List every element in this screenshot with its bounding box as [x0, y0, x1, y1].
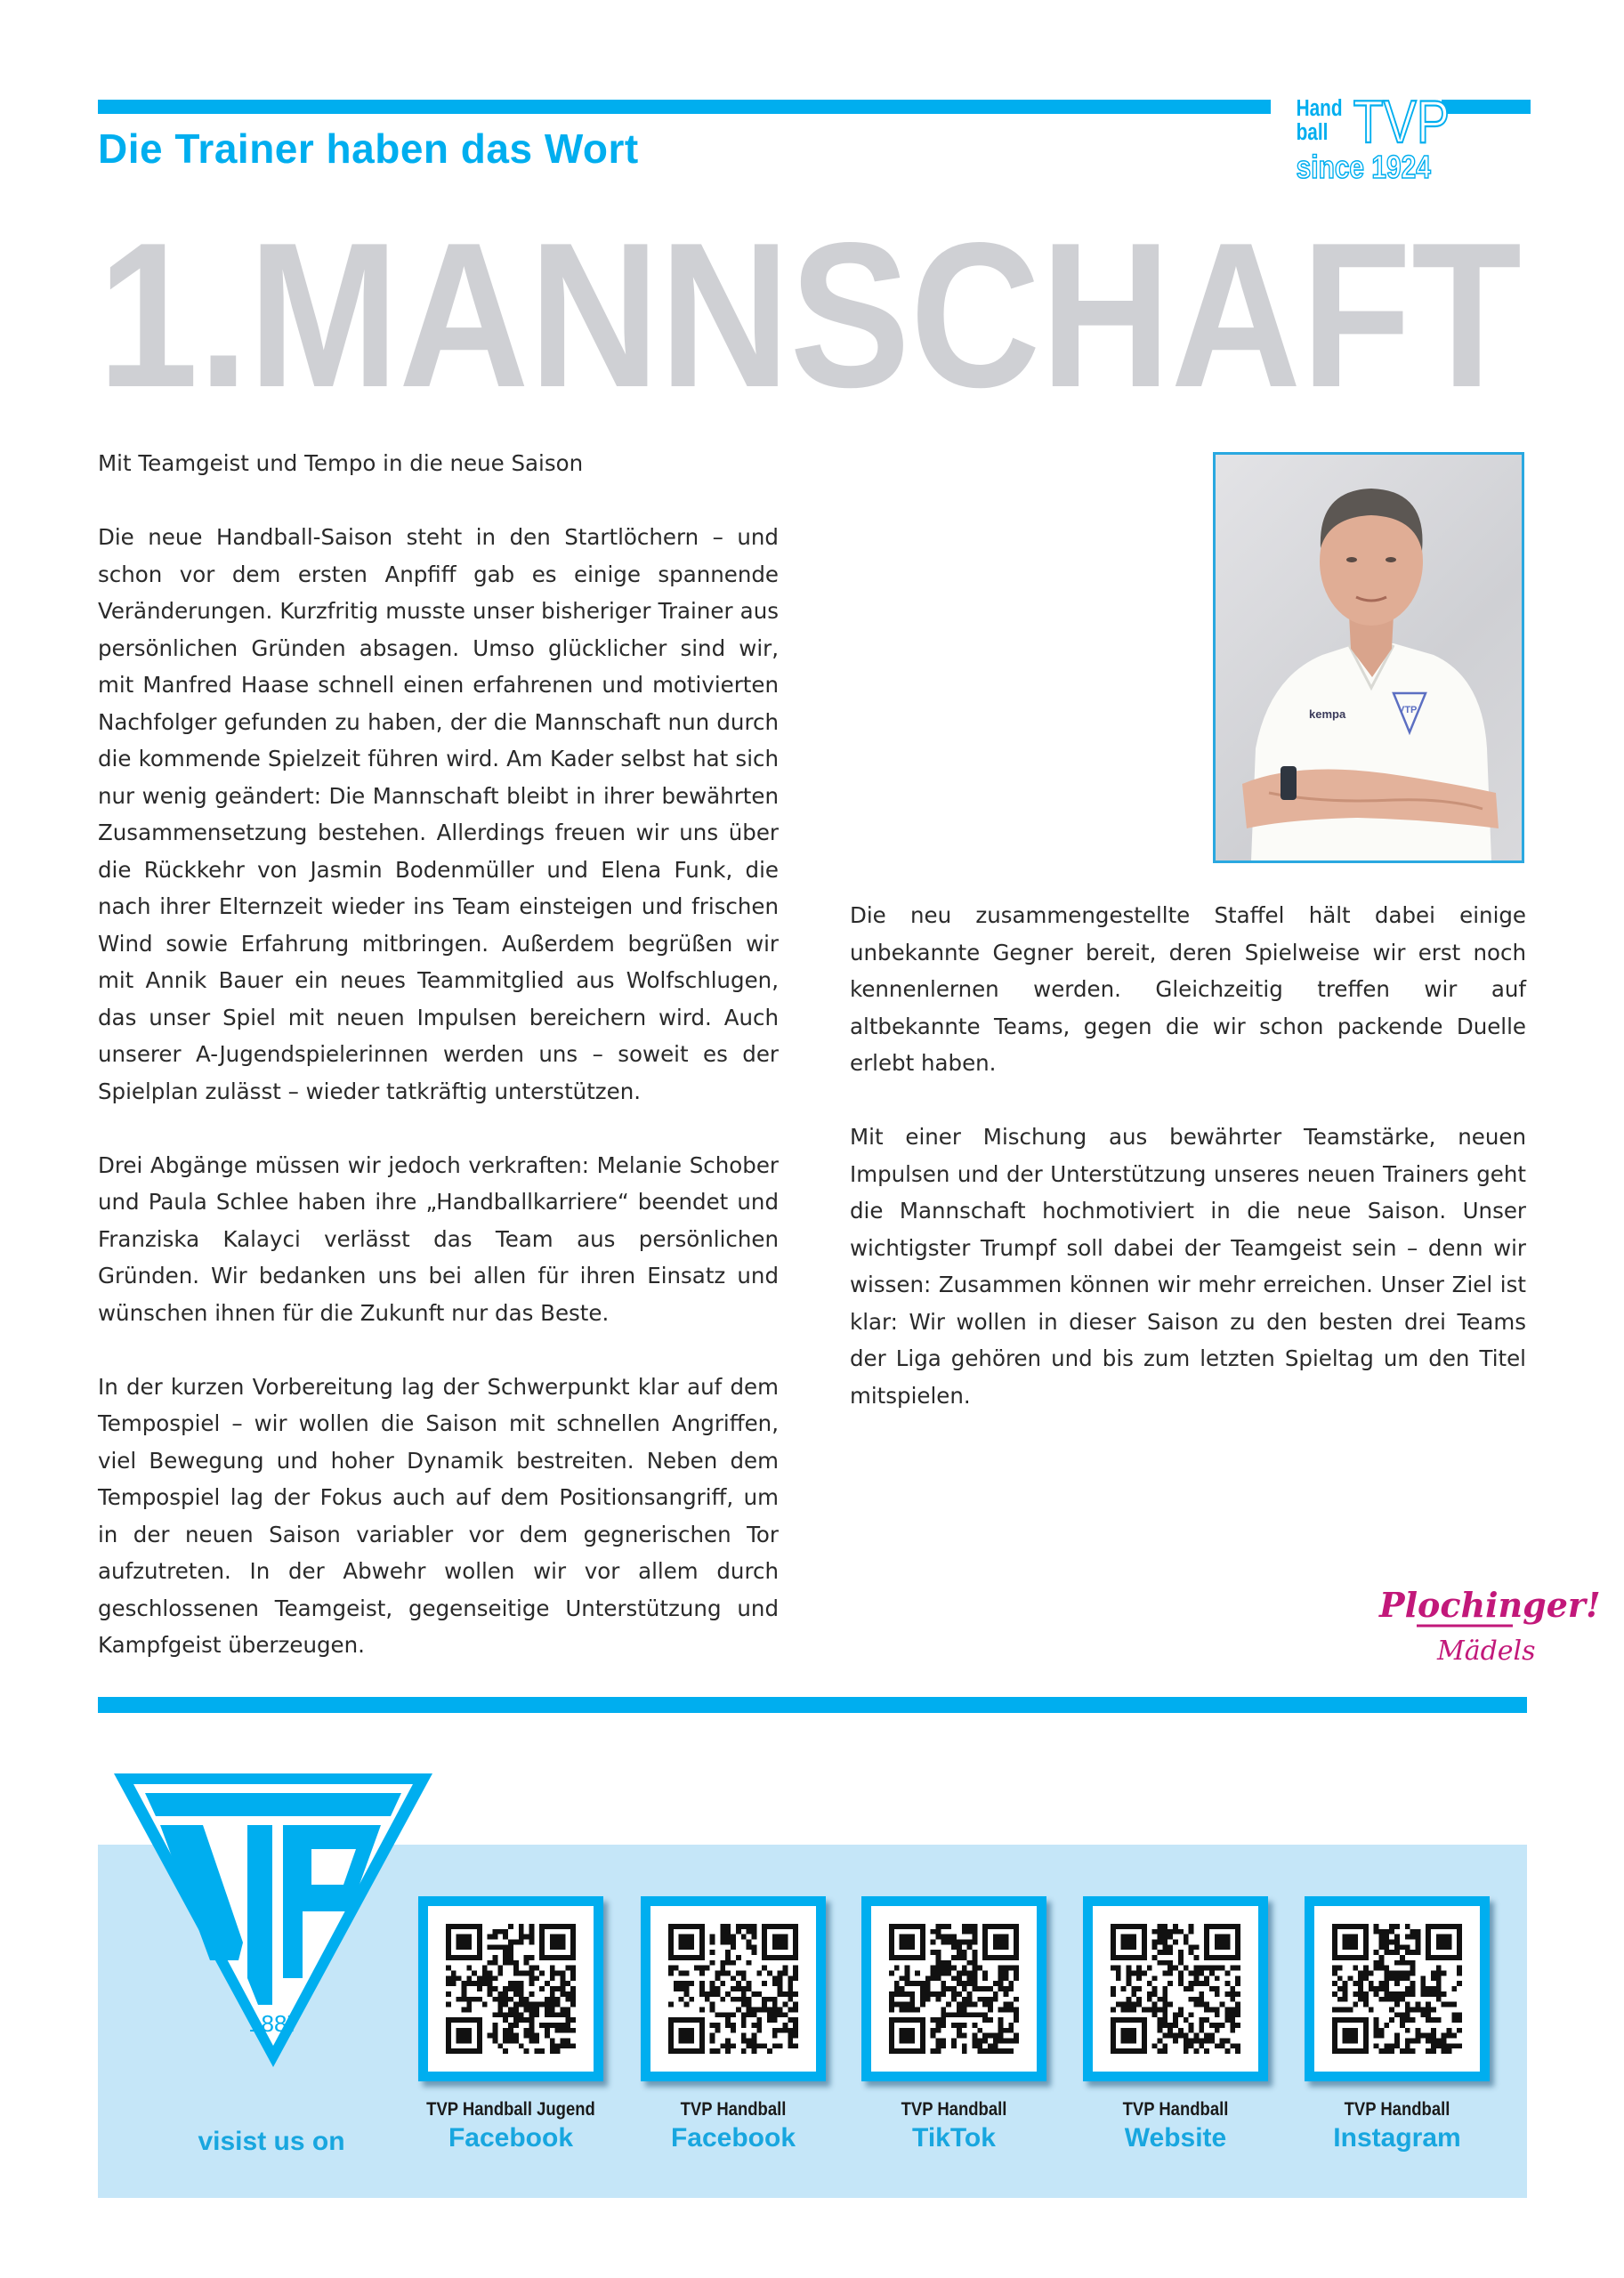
brand-since: since 1924: [1296, 149, 1431, 186]
qr-platform-link[interactable]: Facebook: [670, 2123, 796, 2153]
trainer-portrait-illustration: [1216, 455, 1522, 860]
qr-code-icon: [668, 1924, 798, 2054]
top-rule-right: [1442, 100, 1531, 114]
article-left-column: [98, 445, 779, 1700]
qr-code-facebook-jugend[interactable]: [418, 1896, 603, 2081]
qr-label: TVP Handball: [680, 2099, 787, 2120]
shirt-crest: VTP: [1398, 705, 1418, 715]
article-subtitle: Mit Teamgeist und Tempo in die neue Saison: [98, 450, 584, 476]
brand-mark: TVP: [1353, 88, 1450, 157]
headline: [98, 200, 1531, 431]
section-title: Die Trainer haben das Wort: [98, 125, 639, 172]
bottom-rule: [98, 1697, 1527, 1713]
handball-tvp-logo-graphic: [1295, 89, 1450, 185]
qr-code-icon: [1332, 1924, 1462, 2054]
article-paragraph: Die neu zusammengestellte Staffel hält dabei einige unbekannte Gegner bereit, deren Spielweise wir erst noch kennenlernen werden. Gleichzeitig treffen wir auf altbekannte Teams, gegen die wir schon packende Duelle erlebt haben.: [850, 902, 1526, 1076]
article-paragraph: In der kurzen Vorbereitung lag der Schwerpunkt klar auf dem Tempospiel – wir wollen die Saison mit schnellen Angriffen, viel Bewegung und hoher Dynamik bestreiten. Neben dem Tempospiel lag der Fokus auch auf dem Positionsangriff, um in der neuen Saison variabler vor dem gegnerischen Tor aufzutreten. In der Abwehr wollen wir vor allem durch geschlossenen Teamgeist, gegenseitige Unterstützung und Kampfgeist überzeugen.: [98, 1373, 779, 1658]
qr-code-facebook[interactable]: [641, 1896, 826, 2081]
handball-tvp-logo: [1295, 89, 1450, 185]
article-right-column: [850, 897, 1526, 1451]
qr-code-icon: [446, 1924, 576, 2054]
article-paragraph: Drei Abgänge müssen wir jedoch verkraften: Melanie Schober und Paula Schlee haben ihre „Handballkarriere“ beendet und Franziska Kalayci verlässt das Team aus persönlichen Gründen. Wir bedanken uns bei allen für ihren Einsatz und wünschen ihnen für die Zukunft nur das Beste.: [98, 1151, 779, 1326]
qr-code-website[interactable]: [1083, 1896, 1268, 2081]
qr-label: TVP Handball: [1122, 2099, 1229, 2120]
qr-code-instagram[interactable]: [1305, 1896, 1490, 2081]
headline-text: 1.MANNSCHAFT: [98, 200, 1522, 431]
article-paragraph: Die neue Handball-Saison steht in den Startlöchern – und schon vor dem ersten Anpfiff gab es einige spannende Veränderungen. Kurzfritig musste unser bisheriger Trainer aus persönlichen Gründen absagen. Umso glücklicher sind wir, mit Manfred Haase schnell einen erfahrenen und motivierten Nachfolger gefunden zu haben, der die Mannschaft nun durch die kommende Spielzeit führen wird. Am Kader selbst hat sich nur wenig geändert: Die Mannschaft bleibt in ihrer bewährten Zusammensetzung bestehen. Allerdings freuen wir uns über die Rückkehr von Jasmin Bodenmüller und Elena Funk, die nach ihrer Elternzeit wieder ins Team einsteigen und frischen Wind sowie Erfahrung mitbringen. Außerdem begrüßen wir mit Annik Bauer ein neues Teammitglied aus Wolfschlugen, das unser Spiel mit neuen Impulsen bereichern wird. Auch unserer A-Jugendspielerinnen werden uns – soweit es der Spielplan zulässt – wieder tatkräftig unterstützen.: [98, 524, 779, 1104]
qr-label: TVP Handball: [1344, 2099, 1450, 2120]
vtp-club-logo: [114, 1773, 432, 2067]
qr-label: TVP Handball: [901, 2099, 1007, 2120]
qr-label: TVP Handball Jugend: [426, 2099, 595, 2120]
qr-code-icon: [889, 1924, 1019, 2054]
qr-code-tiktok[interactable]: [861, 1896, 1046, 2081]
top-rule-left: [98, 100, 1271, 114]
shirt-brand: kempa: [1309, 707, 1346, 721]
qr-platform-link[interactable]: Website: [1124, 2123, 1227, 2153]
qr-platform-link[interactable]: Instagram: [1333, 2123, 1461, 2153]
watch: [1281, 766, 1297, 800]
trainer-photo: [1213, 452, 1524, 863]
visit-us-on-label: visist us on: [198, 2127, 345, 2156]
article-paragraph: Mit einer Mischung aus bewährter Teamstärke, neuen Impulsen und der Unterstützung unseres neuen Trainers geht die Mannschaft hochmotiviert in die neue Saison. Unser wichtigster Trumpf soll dabei der Teamgeist sein – denn wir wissen: Zusammen können wir mehr erreichen. Unser Ziel ist klar: Wir wollen in dieser Saison zu den besten drei Teams der Liga gehören und bis zum letzten Spieltag um den Titel mitspielen.: [850, 1124, 1526, 1409]
sponsor-line2: Mädels: [1437, 1636, 1536, 1667]
plochinger-maedels-logo: [1370, 1562, 1601, 1673]
qr-platform-link[interactable]: TikTok: [912, 2123, 996, 2153]
qr-code-icon: [1111, 1924, 1240, 2054]
qr-platform-link[interactable]: Facebook: [448, 2123, 574, 2153]
club-year: 1887: [248, 2010, 300, 2037]
brand-line2: ball: [1296, 118, 1329, 145]
brand-line1: Hand: [1296, 94, 1343, 121]
sponsor-line1: Plochinger!: [1379, 1585, 1601, 1625]
